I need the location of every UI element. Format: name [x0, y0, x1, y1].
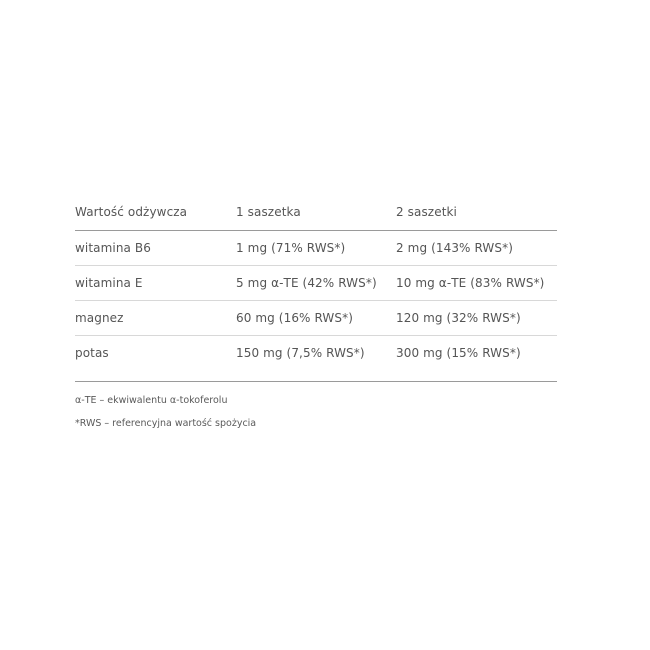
footnotes	[75, 395, 557, 430]
amount-two-sachets: 2 mg (143% RWS*)	[396, 241, 513, 255]
table-row	[75, 231, 557, 266]
column-header-nutrient: Wartość odżywcza	[75, 204, 188, 219]
nutrient-name: witamina B6	[75, 241, 151, 255]
table-row	[75, 266, 557, 301]
amount-two-sachets: 10 mg α-TE (83% RWS*)	[396, 276, 545, 290]
amount-two-sachets: 120 mg (32% RWS*)	[396, 311, 521, 325]
nutrition-table	[75, 193, 557, 441]
table-bottom-divider	[75, 381, 557, 382]
table-row	[75, 336, 557, 370]
amount-one-sachet: 5 mg α-TE (42% RWS*)	[236, 276, 377, 290]
column-header-two-sachets: 2 saszetki	[396, 204, 457, 219]
nutrient-name: witamina E	[75, 276, 143, 290]
amount-one-sachet: 60 mg (16% RWS*)	[236, 311, 353, 325]
table-header-row	[75, 193, 557, 231]
footnote-rws: *RWS – referencyjna wartość spożycia	[75, 418, 257, 429]
amount-two-sachets: 300 mg (15% RWS*)	[396, 346, 521, 360]
column-header-one-sachet: 1 saszetka	[236, 204, 301, 219]
table-row	[75, 301, 557, 336]
footnote-alpha-te: α-TE – ekwiwalentu α-tokoferolu	[75, 395, 228, 406]
nutrient-name: potas	[75, 346, 109, 360]
amount-one-sachet: 1 mg (71% RWS*)	[236, 241, 346, 255]
amount-one-sachet: 150 mg (7,5% RWS*)	[236, 346, 365, 360]
nutrient-name: magnez	[75, 311, 124, 325]
